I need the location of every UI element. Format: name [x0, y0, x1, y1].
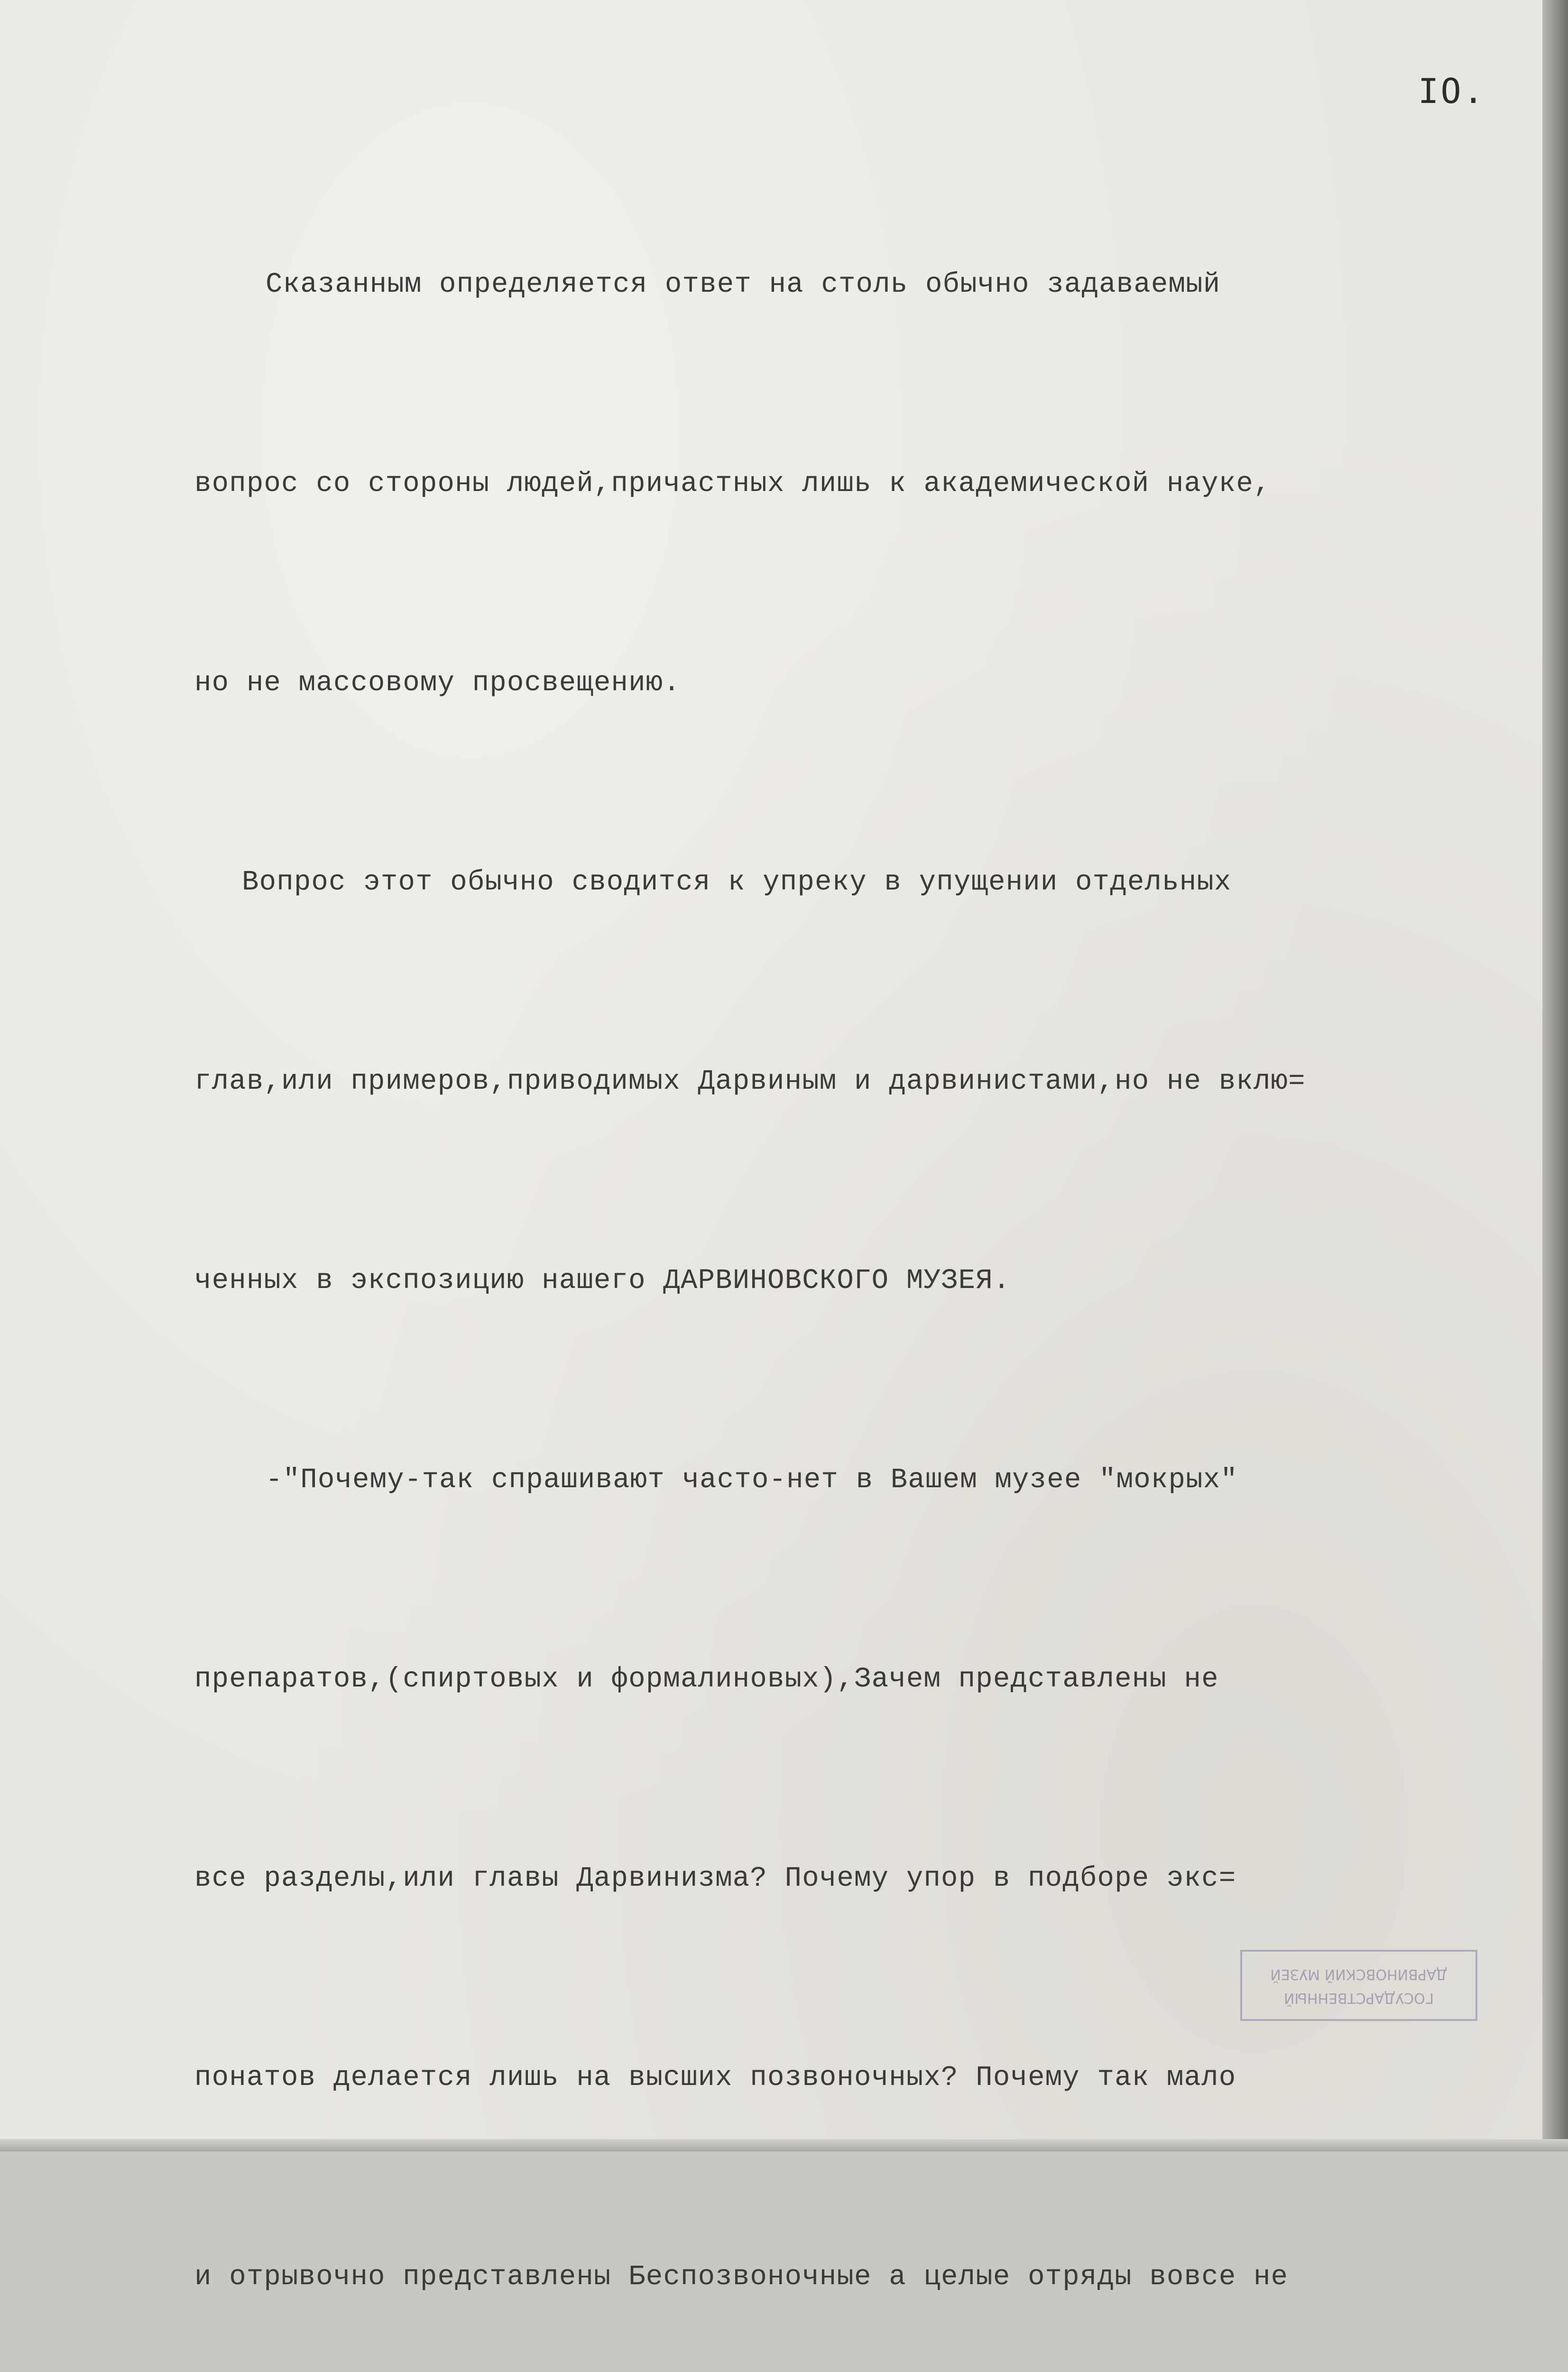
text-line: ченных в экспозицию нашего ДАРВИНОВСКОГО МУЗЕЯ.	[194, 1265, 1011, 1297]
text-line: Сказанным определяется ответ на столь обычно задаваемый	[266, 269, 1221, 300]
typed-text-body	[194, 119, 1485, 2372]
text-line: -"Почему-так спрашивают часто-нет в Вашем музее "мокрых"	[266, 1464, 1238, 1496]
text-line: но не массовому просвещению.	[194, 667, 681, 699]
text-line: Вопрос этот обычно сводится к упреку в упущении отдельных	[242, 866, 1232, 898]
text-line: все разделы,или главы Дарвинизма? Почему упор в подборе экс=	[194, 1862, 1236, 1894]
text-line: понатов делается лишь на высших позвоночных? Почему так мало	[194, 2062, 1236, 2094]
text-line: препаратов,(спиртовых и формалиновых),Зачем представлены не	[194, 1663, 1219, 1695]
page-number: IO.	[1418, 71, 1486, 111]
page-edge-shadow	[1542, 0, 1568, 2151]
text-line: вопрос со стороны людей,причастных лишь к академической науке,	[194, 468, 1271, 500]
text-line: и отрывочно представлены Беспозвоночные а целые отряды вовсе не	[194, 2261, 1289, 2293]
library-stamp: ГОСУДАРСТВЕННЫЙ ДАРВИНОВСКИЙ МУЗЕЙ	[1240, 1950, 1477, 2021]
text-line: глав,или примеров,приводимых Дарвиным и дарвинистами,но не вклю=	[194, 1066, 1306, 1097]
